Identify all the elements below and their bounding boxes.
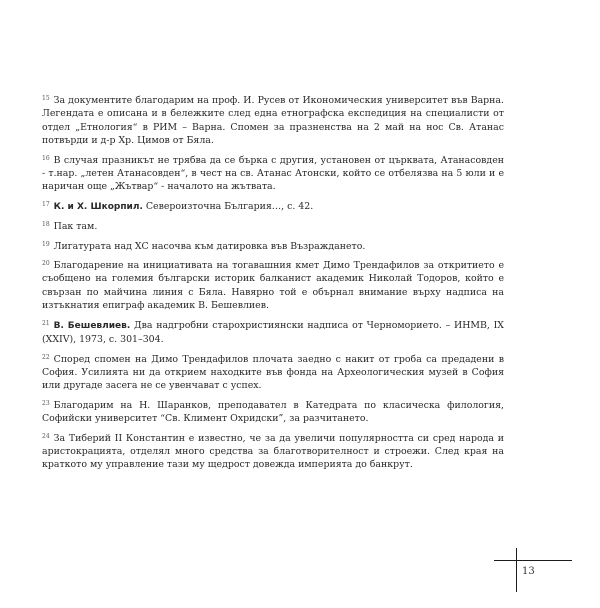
footnote-24 (42, 430, 504, 472)
footnote-16 (42, 152, 504, 194)
footnote-text: Пак там. (53, 221, 98, 233)
footnote-23 (42, 397, 504, 426)
footnotes-block (42, 92, 504, 476)
footnote-15 (42, 92, 504, 148)
footnote-text: Лигатурата над ХС насочва към датировка във Възраждането. (53, 240, 366, 252)
crop-mark-horizontal (494, 560, 572, 561)
footnote-number: 16 (42, 154, 50, 162)
footnote-21 (42, 317, 504, 347)
footnote-number: 18 (42, 221, 50, 229)
footnote-number: 20 (42, 260, 50, 268)
footnote-text: За Тиберий II Константин е известно, че за да увеличи популярността си сред народа и аристокрацията, отделял много средства за благотворителност и строежи. След края на краткото му управление тази му щедрост довежда империята до банкрут. (42, 432, 504, 471)
footnote-text: Благодарение на инициативата на тогавашния кмет Димо Трендафилов за откритието е съобщено на големия български историк балканист академик Николай Тодоров, който е свързан по майчина линия с Бяла. Навярно той е обърнал внимание върху надписа на изтъкнатия епиграф академик В. Бешевлиев. (42, 260, 504, 312)
footnote-text: За документите благодарим на проф. И. Русев от Икономическия университет във Варна. Легендата е описана и в бележките след една етнографска експедиция на специалисти от отдел „Етнология“ в РИМ – Варна. Спомен за празненства на 2 май на нос Св. Атанас потвърди и д-р Хр. Цимов от Бяла. (42, 95, 504, 147)
footnote-18 (42, 218, 504, 233)
footnote-number: 24 (42, 432, 50, 440)
footnote-author: К. и Х. Шкорпил. (53, 201, 143, 212)
footnote-number: 19 (42, 240, 50, 248)
footnote-text: Благодарим на Н. Шаранков, преподавател в Катедрата по класическа филология, Софийски университет “Св. Климент Охридски”, за разчитането. (42, 399, 504, 425)
footnote-text: Два надгробни старохристиянски надписа от Черноморието. – ИНМВ, IX (XXIV), 1973, с. 301–304. (42, 319, 504, 346)
footnote-20 (42, 257, 504, 313)
footnote-19 (42, 238, 504, 253)
footnote-author: В. Бешевлиев. (53, 320, 131, 331)
footnote-text: Североизточна България…, с. 42. (142, 200, 314, 212)
crop-mark-vertical (516, 548, 517, 592)
footnote-number: 21 (42, 319, 50, 327)
page-number: 13 (522, 566, 535, 577)
footnote-text: В случая празникът не трябва да се бърка с другия, установен от църквата, Атанасовден - т.нар. „летен Атанасовден“, в чест на св. Атанас Атонски, който се отбелязва на 5 юли и е наричан още „Жътвар“ - началото на жътвата. (42, 154, 504, 193)
footnote-number: 22 (42, 353, 50, 361)
footnote-22 (42, 351, 504, 393)
footnote-text: Според спомен на Димо Трендафилов плочата заедно с накит от гроба са предадени в София. Усилията ни да открием находките във фонда на Археологическия музей в София или другаде засега не се увенчават с успех. (42, 353, 504, 392)
footnote-number: 15 (42, 95, 50, 102)
footnote-number: 23 (42, 399, 50, 407)
footnote-17 (42, 198, 504, 214)
footnote-number: 17 (42, 200, 50, 208)
